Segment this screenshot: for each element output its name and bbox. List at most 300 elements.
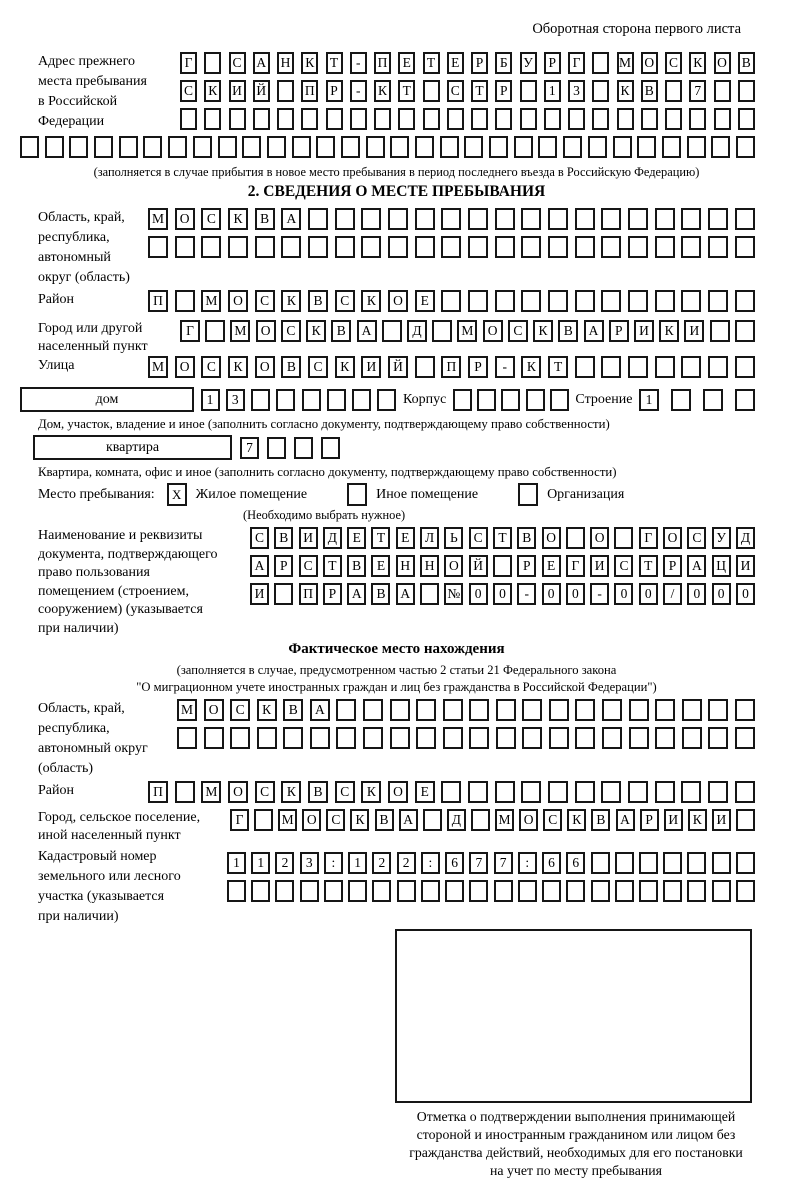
char-cell[interactable]: Т bbox=[398, 80, 415, 102]
char-cell[interactable]: К bbox=[204, 80, 221, 102]
char-cell[interactable] bbox=[204, 52, 221, 74]
char-cell[interactable] bbox=[390, 699, 410, 721]
char-cell[interactable] bbox=[736, 136, 755, 158]
char-cell[interactable]: С bbox=[180, 80, 197, 102]
char-cell[interactable] bbox=[468, 236, 488, 258]
char-cell[interactable] bbox=[671, 389, 691, 411]
char-cell[interactable]: - bbox=[495, 356, 515, 378]
char-cell[interactable] bbox=[665, 108, 682, 130]
char-cell[interactable] bbox=[521, 208, 541, 230]
char-cell[interactable] bbox=[548, 236, 568, 258]
char-cell[interactable] bbox=[575, 356, 595, 378]
char-cell[interactable]: Д bbox=[736, 527, 755, 549]
char-cell[interactable] bbox=[388, 208, 408, 230]
char-cell[interactable] bbox=[415, 208, 435, 230]
char-cell[interactable] bbox=[682, 699, 702, 721]
char-cell[interactable] bbox=[415, 236, 435, 258]
char-cell[interactable] bbox=[363, 699, 383, 721]
char-cell[interactable]: Й bbox=[388, 356, 408, 378]
char-cell[interactable]: Й bbox=[253, 80, 270, 102]
char-cell[interactable] bbox=[218, 136, 237, 158]
char-cell[interactable]: О bbox=[204, 699, 224, 721]
char-cell[interactable]: А bbox=[310, 699, 330, 721]
char-cell[interactable] bbox=[372, 880, 391, 902]
char-cell[interactable] bbox=[423, 809, 442, 831]
char-cell[interactable]: П bbox=[441, 356, 461, 378]
char-cell[interactable] bbox=[628, 208, 648, 230]
char-cell[interactable]: В bbox=[255, 208, 275, 230]
char-cell[interactable] bbox=[629, 727, 649, 749]
char-cell[interactable] bbox=[267, 437, 286, 459]
char-cell[interactable] bbox=[230, 727, 250, 749]
char-cell[interactable]: Е bbox=[542, 555, 561, 577]
char-cell[interactable]: С bbox=[250, 527, 269, 549]
char-cell[interactable]: С bbox=[614, 555, 633, 577]
char-cell[interactable]: К bbox=[361, 781, 381, 803]
char-cell[interactable] bbox=[639, 852, 658, 874]
char-cell[interactable]: К bbox=[567, 809, 586, 831]
char-cell[interactable] bbox=[327, 389, 346, 411]
char-cell[interactable] bbox=[710, 320, 730, 342]
char-cell[interactable] bbox=[257, 727, 277, 749]
char-cell[interactable]: В bbox=[283, 699, 303, 721]
char-cell[interactable] bbox=[550, 389, 569, 411]
char-cell[interactable] bbox=[242, 136, 261, 158]
char-cell[interactable]: У bbox=[712, 527, 731, 549]
char-cell[interactable] bbox=[148, 236, 168, 258]
char-cell[interactable]: П bbox=[301, 80, 318, 102]
char-cell[interactable] bbox=[352, 389, 371, 411]
char-cell[interactable] bbox=[708, 236, 728, 258]
char-cell[interactable] bbox=[205, 320, 225, 342]
char-cell[interactable] bbox=[735, 389, 755, 411]
char-cell[interactable]: 1 bbox=[201, 389, 220, 411]
char-cell[interactable] bbox=[655, 781, 675, 803]
char-cell[interactable]: А bbox=[281, 208, 301, 230]
char-cell[interactable] bbox=[662, 136, 681, 158]
char-cell[interactable] bbox=[382, 320, 402, 342]
char-cell[interactable] bbox=[548, 208, 568, 230]
char-cell[interactable]: К bbox=[281, 781, 301, 803]
char-cell[interactable] bbox=[336, 699, 356, 721]
char-cell[interactable]: К bbox=[521, 356, 541, 378]
other-premises-checkbox[interactable] bbox=[347, 483, 367, 506]
char-cell[interactable] bbox=[441, 781, 461, 803]
char-cell[interactable]: М bbox=[457, 320, 477, 342]
char-cell[interactable] bbox=[708, 781, 728, 803]
char-cell[interactable] bbox=[180, 108, 197, 130]
char-cell[interactable] bbox=[566, 880, 585, 902]
char-cell[interactable]: Ц bbox=[712, 555, 731, 577]
char-cell[interactable] bbox=[201, 236, 221, 258]
house-box[interactable]: дом bbox=[20, 387, 194, 412]
char-cell[interactable]: С bbox=[335, 290, 355, 312]
char-cell[interactable] bbox=[542, 880, 561, 902]
char-cell[interactable]: И bbox=[684, 320, 704, 342]
char-cell[interactable] bbox=[592, 80, 609, 102]
char-cell[interactable]: О bbox=[388, 290, 408, 312]
char-cell[interactable]: 6 bbox=[445, 852, 464, 874]
char-cell[interactable] bbox=[441, 290, 461, 312]
char-cell[interactable] bbox=[175, 781, 195, 803]
char-cell[interactable]: П bbox=[299, 583, 318, 605]
char-cell[interactable]: В bbox=[347, 555, 366, 577]
char-cell[interactable]: Т bbox=[639, 555, 658, 577]
char-cell[interactable]: К bbox=[361, 290, 381, 312]
char-cell[interactable]: О bbox=[590, 527, 609, 549]
char-cell[interactable]: Й bbox=[469, 555, 488, 577]
char-cell[interactable]: Н bbox=[277, 52, 294, 74]
char-cell[interactable]: А bbox=[687, 555, 706, 577]
char-cell[interactable] bbox=[514, 136, 533, 158]
char-cell[interactable] bbox=[549, 699, 569, 721]
char-cell[interactable]: М bbox=[148, 356, 168, 378]
char-cell[interactable] bbox=[447, 108, 464, 130]
char-cell[interactable]: О bbox=[663, 527, 682, 549]
char-cell[interactable] bbox=[496, 727, 516, 749]
char-cell[interactable]: Т bbox=[326, 52, 343, 74]
char-cell[interactable] bbox=[592, 108, 609, 130]
char-cell[interactable] bbox=[274, 583, 293, 605]
char-cell[interactable] bbox=[496, 699, 516, 721]
char-cell[interactable] bbox=[361, 208, 381, 230]
char-cell[interactable]: 6 bbox=[566, 852, 585, 874]
char-cell[interactable] bbox=[714, 108, 731, 130]
char-cell[interactable]: А bbox=[399, 809, 418, 831]
char-cell[interactable]: 0 bbox=[566, 583, 585, 605]
char-cell[interactable] bbox=[681, 236, 701, 258]
char-cell[interactable] bbox=[601, 356, 621, 378]
char-cell[interactable] bbox=[687, 136, 706, 158]
char-cell[interactable]: И bbox=[736, 555, 755, 577]
char-cell[interactable]: Т bbox=[423, 52, 440, 74]
char-cell[interactable]: : bbox=[421, 852, 440, 874]
char-cell[interactable] bbox=[655, 236, 675, 258]
char-cell[interactable]: 0 bbox=[687, 583, 706, 605]
char-cell[interactable]: О bbox=[714, 52, 731, 74]
char-cell[interactable]: Р bbox=[517, 555, 536, 577]
char-cell[interactable] bbox=[613, 136, 632, 158]
char-cell[interactable] bbox=[712, 852, 731, 874]
char-cell[interactable] bbox=[390, 727, 410, 749]
char-cell[interactable] bbox=[708, 290, 728, 312]
char-cell[interactable] bbox=[20, 136, 39, 158]
char-cell[interactable]: 3 bbox=[568, 80, 585, 102]
char-cell[interactable]: 7 bbox=[240, 437, 259, 459]
char-cell[interactable] bbox=[471, 809, 490, 831]
char-cell[interactable]: Р bbox=[468, 356, 488, 378]
char-cell[interactable] bbox=[292, 136, 311, 158]
char-cell[interactable] bbox=[663, 852, 682, 874]
char-cell[interactable] bbox=[628, 781, 648, 803]
char-cell[interactable] bbox=[708, 208, 728, 230]
char-cell[interactable]: 7 bbox=[494, 852, 513, 874]
char-cell[interactable]: В bbox=[308, 781, 328, 803]
char-cell[interactable] bbox=[601, 781, 621, 803]
char-cell[interactable] bbox=[521, 236, 541, 258]
char-cell[interactable] bbox=[477, 389, 496, 411]
char-cell[interactable]: Г bbox=[639, 527, 658, 549]
char-cell[interactable]: О bbox=[228, 781, 248, 803]
char-cell[interactable] bbox=[119, 136, 138, 158]
char-cell[interactable] bbox=[639, 880, 658, 902]
char-cell[interactable] bbox=[469, 699, 489, 721]
char-cell[interactable] bbox=[591, 852, 610, 874]
char-cell[interactable]: М bbox=[495, 809, 514, 831]
char-cell[interactable]: Р bbox=[495, 80, 512, 102]
char-cell[interactable] bbox=[453, 389, 472, 411]
char-cell[interactable]: Д bbox=[447, 809, 466, 831]
char-cell[interactable] bbox=[575, 781, 595, 803]
char-cell[interactable]: С bbox=[447, 80, 464, 102]
char-cell[interactable] bbox=[495, 236, 515, 258]
char-cell[interactable] bbox=[468, 290, 488, 312]
char-cell[interactable]: - bbox=[350, 52, 367, 74]
char-cell[interactable]: И bbox=[664, 809, 683, 831]
char-cell[interactable]: И bbox=[361, 356, 381, 378]
char-cell[interactable]: С bbox=[201, 356, 221, 378]
char-cell[interactable]: С bbox=[326, 809, 345, 831]
char-cell[interactable]: К bbox=[335, 356, 355, 378]
char-cell[interactable] bbox=[681, 208, 701, 230]
char-cell[interactable] bbox=[267, 136, 286, 158]
char-cell[interactable] bbox=[563, 136, 582, 158]
char-cell[interactable] bbox=[168, 136, 187, 158]
char-cell[interactable] bbox=[321, 437, 340, 459]
char-cell[interactable]: П bbox=[374, 52, 391, 74]
char-cell[interactable] bbox=[735, 208, 755, 230]
char-cell[interactable]: И bbox=[299, 527, 318, 549]
char-cell[interactable]: Р bbox=[609, 320, 629, 342]
char-cell[interactable]: Ь bbox=[444, 527, 463, 549]
char-cell[interactable] bbox=[592, 52, 609, 74]
char-cell[interactable]: В bbox=[558, 320, 578, 342]
char-cell[interactable] bbox=[655, 356, 675, 378]
char-cell[interactable] bbox=[416, 727, 436, 749]
char-cell[interactable] bbox=[735, 290, 755, 312]
char-cell[interactable] bbox=[415, 356, 435, 378]
char-cell[interactable] bbox=[175, 236, 195, 258]
char-cell[interactable]: А bbox=[347, 583, 366, 605]
char-cell[interactable]: № bbox=[444, 583, 463, 605]
char-cell[interactable]: О bbox=[255, 356, 275, 378]
char-cell[interactable] bbox=[495, 781, 515, 803]
organization-checkbox[interactable] bbox=[518, 483, 538, 506]
char-cell[interactable]: Н bbox=[420, 555, 439, 577]
char-cell[interactable] bbox=[432, 320, 452, 342]
char-cell[interactable] bbox=[301, 108, 318, 130]
char-cell[interactable]: - bbox=[517, 583, 536, 605]
char-cell[interactable] bbox=[326, 108, 343, 130]
char-cell[interactable]: О bbox=[175, 208, 195, 230]
char-cell[interactable] bbox=[361, 236, 381, 258]
char-cell[interactable] bbox=[350, 108, 367, 130]
char-cell[interactable] bbox=[663, 880, 682, 902]
char-cell[interactable]: 2 bbox=[397, 852, 416, 874]
char-cell[interactable]: Е bbox=[447, 52, 464, 74]
char-cell[interactable] bbox=[655, 699, 675, 721]
char-cell[interactable]: Г bbox=[568, 52, 585, 74]
char-cell[interactable] bbox=[522, 699, 542, 721]
char-cell[interactable] bbox=[628, 236, 648, 258]
char-cell[interactable] bbox=[377, 389, 396, 411]
char-cell[interactable] bbox=[682, 727, 702, 749]
char-cell[interactable] bbox=[335, 208, 355, 230]
char-cell[interactable] bbox=[601, 290, 621, 312]
char-cell[interactable]: Р bbox=[663, 555, 682, 577]
char-cell[interactable] bbox=[501, 389, 520, 411]
char-cell[interactable] bbox=[738, 80, 755, 102]
char-cell[interactable] bbox=[628, 356, 648, 378]
char-cell[interactable]: С bbox=[255, 290, 275, 312]
char-cell[interactable]: Т bbox=[371, 527, 390, 549]
char-cell[interactable]: 0 bbox=[614, 583, 633, 605]
char-cell[interactable]: С bbox=[508, 320, 528, 342]
char-cell[interactable] bbox=[575, 727, 595, 749]
char-cell[interactable]: О bbox=[388, 781, 408, 803]
char-cell[interactable] bbox=[283, 727, 303, 749]
char-cell[interactable] bbox=[736, 809, 755, 831]
char-cell[interactable] bbox=[495, 108, 512, 130]
char-cell[interactable] bbox=[302, 389, 321, 411]
char-cell[interactable]: В bbox=[641, 80, 658, 102]
char-cell[interactable] bbox=[681, 290, 701, 312]
char-cell[interactable]: 7 bbox=[689, 80, 706, 102]
char-cell[interactable]: Н bbox=[396, 555, 415, 577]
char-cell[interactable] bbox=[735, 236, 755, 258]
char-cell[interactable]: И bbox=[590, 555, 609, 577]
char-cell[interactable] bbox=[281, 236, 301, 258]
char-cell[interactable]: : bbox=[518, 852, 537, 874]
char-cell[interactable]: С bbox=[255, 781, 275, 803]
char-cell[interactable] bbox=[366, 136, 385, 158]
char-cell[interactable]: С bbox=[665, 52, 682, 74]
char-cell[interactable] bbox=[520, 80, 537, 102]
char-cell[interactable] bbox=[575, 236, 595, 258]
char-cell[interactable]: С bbox=[308, 356, 328, 378]
char-cell[interactable] bbox=[615, 880, 634, 902]
char-cell[interactable] bbox=[601, 236, 621, 258]
char-cell[interactable]: С bbox=[299, 555, 318, 577]
char-cell[interactable]: К bbox=[617, 80, 634, 102]
char-cell[interactable] bbox=[738, 108, 755, 130]
char-cell[interactable] bbox=[575, 699, 595, 721]
char-cell[interactable] bbox=[665, 80, 682, 102]
char-cell[interactable] bbox=[469, 727, 489, 749]
char-cell[interactable] bbox=[45, 136, 64, 158]
char-cell[interactable] bbox=[681, 356, 701, 378]
char-cell[interactable] bbox=[94, 136, 113, 158]
char-cell[interactable] bbox=[316, 136, 335, 158]
char-cell[interactable]: К bbox=[306, 320, 326, 342]
char-cell[interactable]: 0 bbox=[469, 583, 488, 605]
char-cell[interactable] bbox=[711, 136, 730, 158]
char-cell[interactable]: В bbox=[375, 809, 394, 831]
char-cell[interactable] bbox=[69, 136, 88, 158]
char-cell[interactable]: Е bbox=[398, 52, 415, 74]
char-cell[interactable]: В bbox=[308, 290, 328, 312]
char-cell[interactable] bbox=[228, 236, 248, 258]
char-cell[interactable]: Е bbox=[415, 781, 435, 803]
residential-checkbox[interactable]: X bbox=[167, 483, 187, 506]
char-cell[interactable] bbox=[175, 290, 195, 312]
char-cell[interactable] bbox=[714, 80, 731, 102]
char-cell[interactable]: Д bbox=[323, 527, 342, 549]
char-cell[interactable]: А bbox=[584, 320, 604, 342]
char-cell[interactable] bbox=[520, 108, 537, 130]
char-cell[interactable]: Е bbox=[415, 290, 435, 312]
char-cell[interactable]: Р bbox=[274, 555, 293, 577]
char-cell[interactable]: И bbox=[250, 583, 269, 605]
char-cell[interactable]: О bbox=[302, 809, 321, 831]
char-cell[interactable]: В bbox=[591, 809, 610, 831]
char-cell[interactable] bbox=[468, 208, 488, 230]
char-cell[interactable] bbox=[615, 852, 634, 874]
char-cell[interactable] bbox=[494, 880, 513, 902]
char-cell[interactable]: К bbox=[688, 809, 707, 831]
char-cell[interactable] bbox=[277, 108, 294, 130]
char-cell[interactable] bbox=[538, 136, 557, 158]
char-cell[interactable] bbox=[687, 880, 706, 902]
char-cell[interactable]: Т bbox=[548, 356, 568, 378]
char-cell[interactable]: К bbox=[281, 290, 301, 312]
char-cell[interactable] bbox=[637, 136, 656, 158]
char-cell[interactable]: М bbox=[617, 52, 634, 74]
char-cell[interactable]: 1 bbox=[348, 852, 367, 874]
char-cell[interactable]: Р bbox=[326, 80, 343, 102]
char-cell[interactable]: К bbox=[301, 52, 318, 74]
char-cell[interactable] bbox=[526, 389, 545, 411]
char-cell[interactable]: Г bbox=[230, 809, 249, 831]
char-cell[interactable]: А bbox=[253, 52, 270, 74]
char-cell[interactable] bbox=[708, 699, 728, 721]
char-cell[interactable] bbox=[468, 781, 488, 803]
char-cell[interactable]: 2 bbox=[275, 852, 294, 874]
char-cell[interactable]: Г bbox=[180, 320, 200, 342]
char-cell[interactable] bbox=[308, 208, 328, 230]
char-cell[interactable] bbox=[544, 108, 561, 130]
char-cell[interactable] bbox=[602, 699, 622, 721]
char-cell[interactable]: К bbox=[228, 356, 248, 378]
char-cell[interactable]: 0 bbox=[712, 583, 731, 605]
char-cell[interactable]: Д bbox=[407, 320, 427, 342]
char-cell[interactable] bbox=[712, 880, 731, 902]
char-cell[interactable]: М bbox=[230, 320, 250, 342]
char-cell[interactable] bbox=[735, 727, 755, 749]
char-cell[interactable]: И bbox=[634, 320, 654, 342]
char-cell[interactable] bbox=[735, 320, 755, 342]
char-cell[interactable]: С bbox=[335, 781, 355, 803]
char-cell[interactable] bbox=[341, 136, 360, 158]
char-cell[interactable]: К bbox=[257, 699, 277, 721]
char-cell[interactable]: М bbox=[201, 781, 221, 803]
char-cell[interactable]: Л bbox=[420, 527, 439, 549]
char-cell[interactable] bbox=[548, 290, 568, 312]
char-cell[interactable]: О bbox=[228, 290, 248, 312]
char-cell[interactable] bbox=[655, 290, 675, 312]
char-cell[interactable]: К bbox=[659, 320, 679, 342]
char-cell[interactable]: Е bbox=[396, 527, 415, 549]
char-cell[interactable] bbox=[629, 699, 649, 721]
char-cell[interactable] bbox=[588, 136, 607, 158]
char-cell[interactable]: О bbox=[483, 320, 503, 342]
char-cell[interactable] bbox=[575, 290, 595, 312]
char-cell[interactable] bbox=[420, 583, 439, 605]
char-cell[interactable] bbox=[251, 389, 270, 411]
char-cell[interactable]: А bbox=[616, 809, 635, 831]
char-cell[interactable] bbox=[736, 852, 755, 874]
char-cell[interactable]: М bbox=[148, 208, 168, 230]
